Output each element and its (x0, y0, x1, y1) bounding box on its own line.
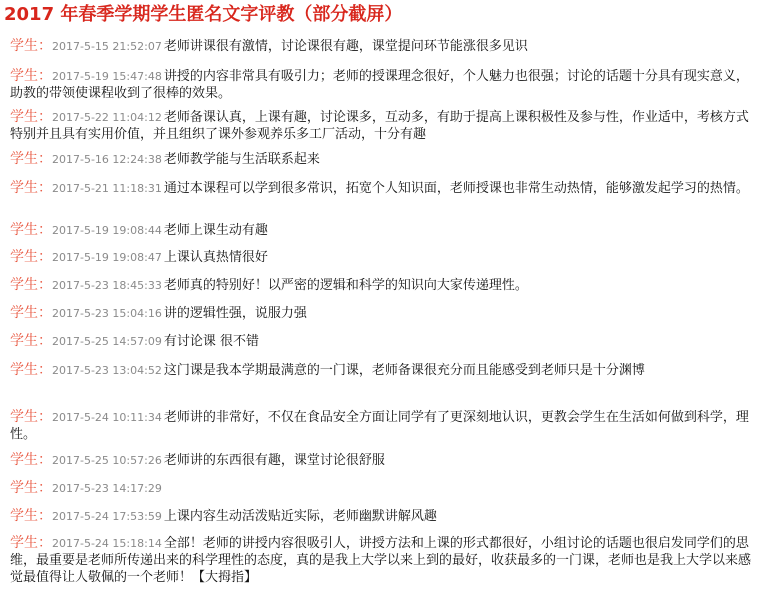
comment-text: 这门课是我本学期最满意的一门课，老师备课很充分而且能感受到老师只是十分渊博 (163, 363, 645, 378)
comment-timestamp: 2017-5-23 14:17:29 (52, 482, 162, 495)
comment-timestamp: 2017-5-25 10:57:26 (52, 454, 162, 467)
comment-item (10, 68, 760, 102)
comment-text: 讲授的内容非常具有吸引力；老师的授课理念很好，个人魅力也很强；讨论的话题十分具有现实意义，助教的带领使课程收到了很棒的效果。 (10, 69, 749, 101)
comment-text: 老师讲的非常好，不仅在食品安全方面让同学有了更深刻地认识，更教会学生在生活如何做到科学，理性。 (10, 410, 749, 442)
student-label: 学生： (10, 180, 52, 196)
student-label: 学生： (10, 409, 52, 425)
comment-timestamp: 2017-5-21 11:18:31 (52, 182, 162, 195)
comment-timestamp: 2017-5-24 17:53:59 (52, 510, 162, 523)
comment-timestamp: 2017-5-23 18:45:33 (52, 279, 162, 292)
comment-timestamp: 2017-5-25 14:57:09 (52, 335, 162, 348)
comment-text: 老师真的特别好！以严密的逻辑和科学的知识向大家传递理性。 (163, 278, 528, 293)
comment-item (10, 362, 760, 379)
comment-timestamp: 2017-5-19 19:08:44 (52, 224, 162, 237)
comment-item (10, 249, 760, 266)
comment-timestamp: 2017-5-24 15:18:14 (52, 537, 162, 550)
comment-timestamp: 2017-5-24 10:11:34 (52, 411, 162, 424)
comment-text: 通过本课程可以学到很多常识，拓宽个人知识面，老师授课也非常生动热情，能够激发起学习的热情。 (163, 181, 749, 196)
student-label: 学生： (10, 333, 52, 349)
student-label: 学生： (10, 277, 52, 293)
comment-text: 上课认真热情很好 (163, 250, 268, 265)
comment-timestamp: 2017-5-23 13:04:52 (52, 364, 162, 377)
student-label: 学生： (10, 151, 52, 167)
student-label: 学生： (10, 480, 52, 496)
student-label: 学生： (10, 222, 52, 238)
comment-text: 老师教学能与生活联系起来 (163, 152, 320, 167)
student-label: 学生： (10, 535, 52, 551)
comment-timestamp: 2017-5-19 15:47:48 (52, 70, 162, 83)
student-label: 学生： (10, 249, 52, 265)
comment-text: 老师备课认真，上课有趣，讨论课多，互动多，有助于提高上课积极性及参与性，作业适中，考核方式特别并且具有实用价值，并且组织了课外参观养乐多工厂活动，十分有趣 (10, 110, 749, 142)
comment-text: 老师讲课很有激情，讨论课很有趣，课堂提问环节能涨很多见识 (163, 39, 528, 54)
comment-item (10, 109, 760, 143)
student-label: 学生： (10, 68, 52, 84)
comment-text: 讲的逻辑性强，说服力强 (163, 306, 307, 321)
student-label: 学生： (10, 508, 52, 524)
comment-text: 老师上课生动有趣 (163, 223, 268, 238)
comment-item (10, 305, 760, 322)
student-label: 学生： (10, 38, 52, 54)
comment-text: 上课内容生动活泼贴近实际，老师幽默讲解风趣 (163, 509, 437, 524)
comment-item (10, 38, 760, 55)
comment-item (10, 535, 760, 586)
comment-text: 老师讲的东西很有趣，课堂讨论很舒服 (163, 453, 385, 468)
student-label: 学生： (10, 305, 52, 321)
comment-item (10, 409, 760, 443)
comment-item (10, 508, 760, 525)
student-label: 学生： (10, 109, 52, 125)
comment-timestamp: 2017-5-15 21:52:07 (52, 40, 162, 53)
comment-timestamp: 2017-5-22 11:04:12 (52, 111, 162, 124)
comment-item (10, 277, 760, 294)
comment-item (10, 452, 760, 469)
comment-timestamp: 2017-5-19 19:08:47 (52, 251, 162, 264)
comment-item (10, 333, 760, 350)
comment-item (10, 180, 760, 197)
comment-item (10, 480, 760, 497)
comment-timestamp: 2017-5-23 15:04:16 (52, 307, 162, 320)
comment-text: 全部！老师的讲授内容很吸引人，讲授方法和上课的形式都很好，小组讨论的话题也很启发同学们的思维，最重要是老师所传递出来的科学理性的态度，真的是我上大学以来上到的最好，收获最多的一门课，老师也是我上大学以来感觉最值得让人敬佩的一个老师！【大拇指】 (10, 536, 752, 585)
student-label: 学生： (10, 452, 52, 468)
comment-item (10, 151, 760, 168)
student-label: 学生： (10, 362, 52, 378)
comment-timestamp: 2017-5-16 12:24:38 (52, 153, 162, 166)
comment-text: 有讨论课 很不错 (163, 334, 259, 349)
comment-item (10, 222, 760, 239)
page-title: 2017 年春季学期学生匿名文字评教（部分截屏） (4, 4, 403, 25)
